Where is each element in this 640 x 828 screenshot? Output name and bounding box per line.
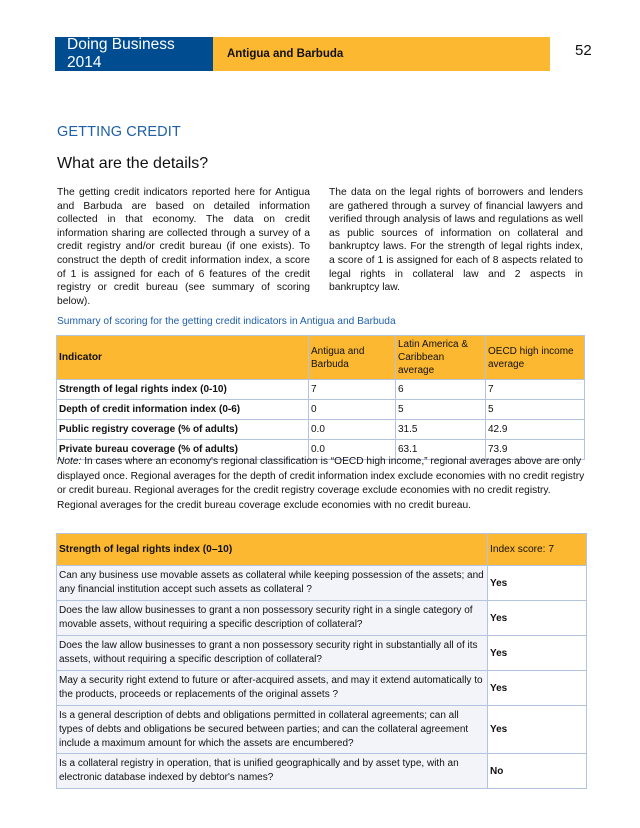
table-row (57, 601, 587, 636)
table-row (57, 636, 587, 671)
page-header-band (55, 37, 550, 71)
header-economy: Antigua and Barbuda (309, 336, 396, 380)
publication-title: Doing Business 2014 (55, 37, 213, 71)
question-text: Is a collateral registry in operation, that is unified geographically and by asset type, with an electronic database indexed by debtor's names? (57, 754, 488, 789)
question-text: Does the law allow businesses to grant a non possessory security right in substantially all of its assets, without requiring a specific description of collateral? (57, 636, 488, 671)
question-text: May a security right extend to future or after-acquired assets, and may it extend automatically to the products, proceeds or replacements of the original assets ? (57, 671, 488, 706)
header-oecd-average: OECD high income average (486, 336, 585, 380)
summary-table-header-row (57, 336, 585, 380)
page-number: 52 (575, 42, 592, 59)
answer-value: No (488, 754, 587, 789)
question-text: Can any business use movable assets as collateral while keeping possession of the assets; and any financial institution accept such assets as collateral ? (57, 566, 488, 601)
oecd-value: 5 (486, 400, 585, 420)
answer-value: Yes (488, 706, 587, 754)
intro-paragraph-right: The data on the legal rights of borrowers and lenders are gathered through a survey of financial lawyers and verified through analysis of laws and regulations as well as public sources of information on collateral and bankruptcy laws. For the strength of legal rights index, a score of 1 is assigned for each of 8 aspects related to legal rights in collateral law and 2 aspects in bankruptcy law. (329, 187, 583, 294)
question-text: Does the law allow businesses to grant a non possessory security right in a single category of movable assets, without requiring a specific description of collateral? (57, 601, 488, 636)
summary-table-caption: Summary of scoring for the getting credit indicators in Antigua and Barbuda (57, 316, 396, 327)
table-note (57, 455, 587, 513)
economy-value: 0 (309, 400, 396, 420)
economy-value: 7 (309, 380, 396, 400)
economy-name: Antigua and Barbuda (213, 37, 550, 71)
region-value: 31.5 (396, 420, 486, 440)
legal-rights-title: Strength of legal rights index (0–10) (57, 534, 488, 566)
table-row (57, 671, 587, 706)
index-score: Index score: 7 (488, 534, 587, 566)
note-label: Note: (57, 456, 82, 467)
legal-rights-header-row (57, 534, 587, 566)
answer-value: Yes (488, 636, 587, 671)
economy-value: 0.0 (309, 420, 396, 440)
subsection-title: What are the details? (57, 155, 209, 172)
indicator-name: Strength of legal rights index (0-10) (57, 380, 309, 400)
table-row (57, 754, 587, 789)
question-text: Is a general description of debts and obligations permitted in collateral agreements; can all types of debts and obligations be secured between parties; and can the collateral agreement include a maximum amount for which the assets are encumbered? (57, 706, 488, 754)
oecd-value: 7 (486, 380, 585, 400)
region-value: 63.1 (396, 440, 486, 460)
oecd-value: 73.9 (486, 440, 585, 460)
region-value: 5 (396, 400, 486, 420)
summary-table (56, 335, 585, 460)
indicator-name: Private bureau coverage (% of adults) (57, 440, 309, 460)
indicator-name: Public registry coverage (% of adults) (57, 420, 309, 440)
indicator-name: Depth of credit information index (0-6) (57, 400, 309, 420)
table-row (57, 706, 587, 754)
note-text: In cases where an economy's regional classification is “OECD high income,” regional averages above are only displayed once. Regional averages for the depth of credit information index exclude economies with no credit registry or credit bureau. Regional averages for the credit registry coverage exclude economies with no credit registry. Regional averages for the credit bureau coverage exclude economies with no credit bureau. (57, 456, 585, 511)
region-value: 6 (396, 380, 486, 400)
header-indicator: Indicator (57, 336, 309, 380)
table-row (57, 400, 585, 420)
header-region-average: Latin America & Caribbean average (396, 336, 486, 380)
economy-value: 0.0 (309, 440, 396, 460)
table-row (57, 420, 585, 440)
answer-value: Yes (488, 671, 587, 706)
intro-paragraph-left: The getting credit indicators reported here for Antigua and Barbuda are based on detailed information collected in that economy. The data on credit information sharing are collected through a survey of a credit registry and/or credit bureau (if one exists). To construct the depth of credit information index, a score of 1 is assigned for each of 6 features of the credit registry or credit bureau (see summary of scoring below). (57, 187, 310, 307)
section-title: GETTING CREDIT (57, 124, 181, 140)
oecd-value: 42.9 (486, 420, 585, 440)
table-row (57, 380, 585, 400)
answer-value: Yes (488, 566, 587, 601)
answer-value: Yes (488, 601, 587, 636)
table-row (57, 566, 587, 601)
legal-rights-table (56, 533, 587, 789)
